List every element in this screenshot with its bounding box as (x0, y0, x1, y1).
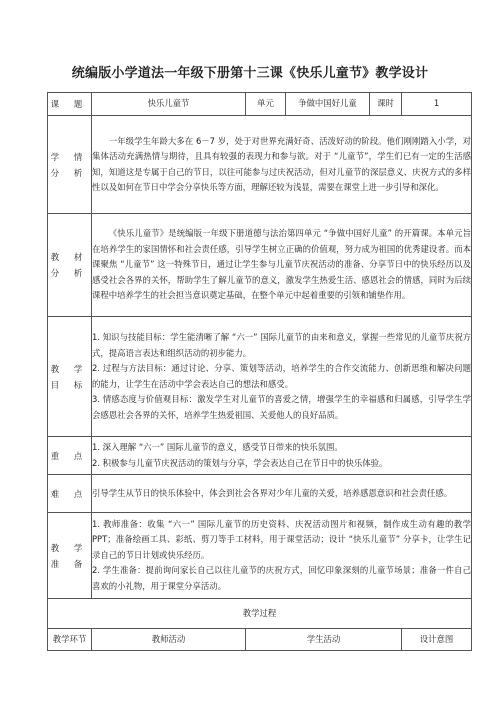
student-analysis-text: 一年级学生年龄大多在 6－7 岁，处于对世界充满好奇、活泼好动的阶段。他们刚刚踏入小学，对集体活动充满热情与期待，且具有较强的表现力和参与欲。对于 “儿童节”，学生们已有一定的生活感知，知道这是专属于自己的节日，以往可能参与过庆祝活动，但对儿童节的深层意义、庆祝方式的多样性以及如何在节日中学会分享快乐等方面，理解还较为浅显，需要在课堂上进一步引导和深化。 (92, 135, 471, 192)
student-analysis-label (48, 116, 92, 214)
objective-item: 2. 过程与方法目标：通过讨论、分享、策划等活动，培养学生的合作交流能力、创新思维和解决问题的能力，让学生在活动中学会表达自己的想法和感受。 (92, 363, 471, 389)
difficulty-label: 难 点 (48, 475, 92, 513)
key-point-item: 2. 积极参与儿童节庆祝活动的策划与分享，学会表达自己在节日中的快乐体验。 (92, 457, 388, 468)
hours-label: 课时 (370, 93, 402, 116)
preparation-item: 1. 教师准备：收集 “六一” 国际儿童节的历史资料、庆祝活动图片和视频，制作成生动有趣的教学PPT；准备绘画工具、彩纸、剪刀等手工材料，用于课堂活动；设计 “快乐儿童节” 分享卡，让学生记录自己的节日计划或快乐经历。 (92, 518, 471, 560)
process-heading-row (48, 599, 472, 629)
difficulty-content (92, 475, 472, 513)
key-points-label: 重 点 (48, 437, 92, 475)
student-analysis-content (92, 116, 472, 214)
process-columns-row (48, 629, 472, 651)
process-col-student: 学生活动 (246, 629, 402, 651)
preparation-label (48, 513, 92, 599)
lesson-value: 快乐儿童节 (92, 93, 246, 116)
preparation-label-line1: 教 学 (50, 542, 89, 553)
process-col-stage: 教学环节 (48, 629, 92, 651)
material-analysis-label-line2: 分 析 (50, 268, 89, 278)
material-analysis-row (48, 214, 472, 317)
preparation-label-line2: 准 备 (50, 558, 89, 569)
student-analysis-label-line1: 学 情 (50, 151, 89, 162)
unit-label: 单元 (246, 93, 286, 116)
key-point-item: 1. 深入理解 “六一” 国际儿童节的意义，感受节日带来的快乐氛围。 (92, 442, 343, 452)
objectives-label-line1: 教 学 (50, 363, 89, 374)
lesson-plan-table (47, 92, 472, 651)
lesson-label: 课 题 (48, 93, 92, 116)
key-points-content (92, 437, 472, 475)
student-analysis-label-line2: 分 析 (50, 167, 89, 178)
difficulty-text: 引导学生从节日的快乐体验中，体会到社会各界对少年儿童的关爱，培养感恩意识和社会责任感。 (92, 487, 453, 498)
process-col-teacher: 教师活动 (92, 629, 246, 651)
unit-value: 争做中国好儿童 (286, 93, 370, 116)
material-analysis-label (48, 214, 92, 317)
process-col-intent: 设计意图 (402, 629, 472, 651)
objectives-row (48, 317, 472, 437)
preparation-content (92, 513, 472, 599)
difficulty-row (48, 475, 472, 513)
objective-item: 3. 情感态度与价值观目标：激发学生对儿童节的喜爱之情，增强学生的幸福感和归属感，引导学生学会感恩社会各界的关怀，培养学生热爱祖国、关爱他人的良好品质。 (92, 394, 471, 420)
key-points-row (48, 437, 472, 475)
process-heading: 教学过程 (48, 599, 472, 629)
student-analysis-row (48, 116, 472, 214)
document-title: 统编版小学道法一年级下册第十三课《快乐儿童节》教学设计 (71, 66, 429, 81)
material-analysis-text: 《快乐儿童节》是统编版一年级下册道德与法治第四单元 “争做中国好儿童” 的开篇课。本单元旨在培养学生的家国情怀和社会责任感，引导学生树立正确的价值观，努力成为祖国的优秀建设者。而本课聚焦 “儿童节” 这一特殊节日，通过让学生参与儿童节庆祝活动的准备、分享节日中的快乐经历以及感受社会各界的关怀，帮助学生了解儿童节的意义，激发学生热爱生活、感恩社会的情感，同时为后续课程中培养学生的社会担当意识奠定基础，在整个单元中起着重要的引领和铺垫作用。 (92, 228, 471, 301)
preparation-row (48, 513, 472, 599)
material-analysis-label-line1: 教 材 (50, 252, 89, 262)
objectives-label (48, 317, 92, 437)
preparation-item: 2. 学生准备：提前询问家长自己以往儿童节的庆祝方式，回忆印象深刻的儿童节场景；准备一件自己喜欢的小礼物，用于课堂分享活动。 (92, 565, 471, 591)
objectives-content (92, 317, 472, 437)
hours-value: 1 (402, 93, 472, 116)
objective-item: 1. 知识与技能目标：学生能清晰了解 “六一” 国际儿童节的由来和意义，掌握一些常见的儿童节庆祝方式，提高语言表达和组织活动的初步能力。 (92, 332, 471, 358)
material-analysis-content (92, 214, 472, 317)
objectives-label-line2: 目 标 (50, 379, 89, 390)
header-row (48, 93, 472, 116)
